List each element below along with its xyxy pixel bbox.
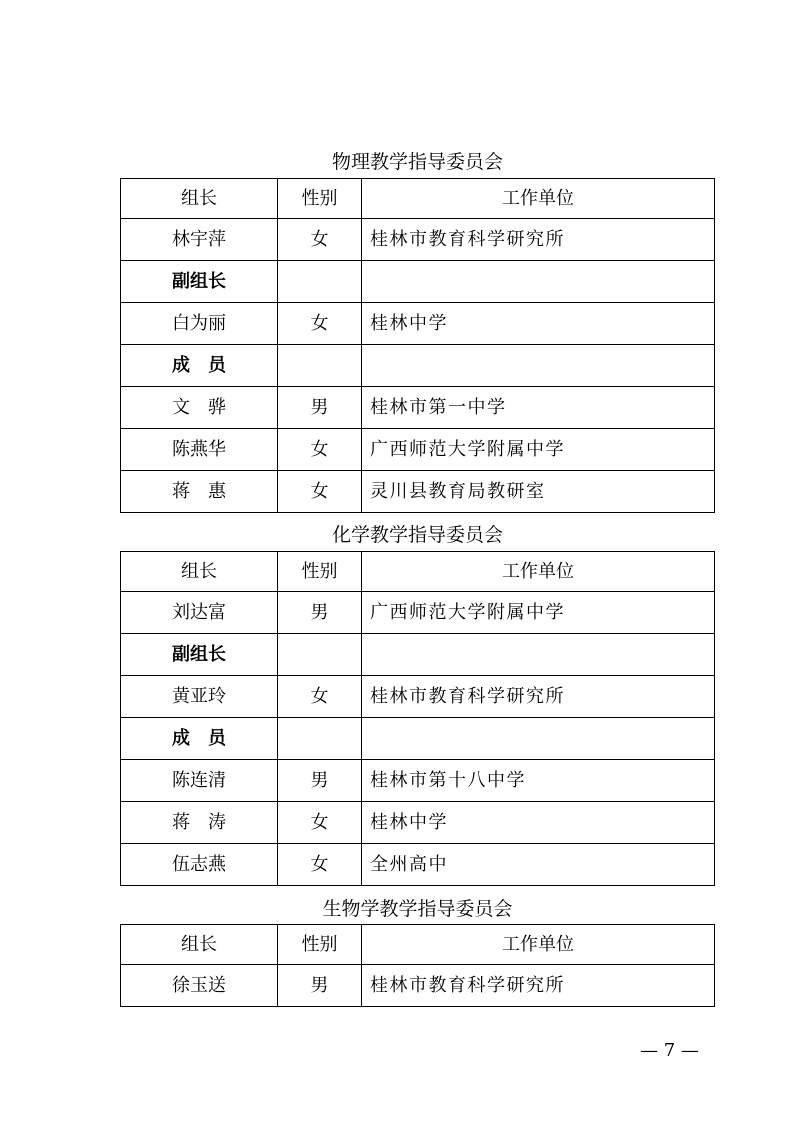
- role-row: [121, 345, 715, 387]
- person-name: 文 骅: [121, 387, 278, 429]
- person-gender: 女: [278, 802, 362, 844]
- vice-leader-label: 副组长: [121, 634, 278, 676]
- person-gender: 男: [278, 965, 362, 1007]
- header-unit: 工作单位: [362, 552, 715, 592]
- table-row: [121, 844, 715, 886]
- table-header-row: [121, 925, 715, 965]
- person-gender: 女: [278, 471, 362, 513]
- person-name: 陈燕华: [121, 429, 278, 471]
- person-gender: 男: [278, 760, 362, 802]
- members-label: 成 员: [121, 345, 278, 387]
- header-unit: 工作单位: [362, 925, 715, 965]
- person-unit: 广西师范大学附属中学: [362, 429, 715, 471]
- table-row: [121, 760, 715, 802]
- chemistry-section-title: 化学教学指导委员会: [331, 524, 503, 546]
- person-unit: 桂林市第一中学: [362, 387, 715, 429]
- person-name: 黄亚玲: [121, 676, 278, 718]
- person-gender: 女: [278, 429, 362, 471]
- person-unit: 桂林市教育科学研究所: [362, 676, 715, 718]
- biology-section-title: 生物学教学指导委员会: [322, 898, 513, 920]
- person-name: 陈连清: [121, 760, 278, 802]
- role-row: [121, 261, 715, 303]
- person-name: 蒋 惠: [121, 471, 278, 513]
- person-name: 徐玉送: [121, 965, 278, 1007]
- person-name: 白为丽: [121, 303, 278, 345]
- role-row: [121, 718, 715, 760]
- person-unit: 桂林中学: [362, 303, 715, 345]
- person-unit: 灵川县教育局教研室: [362, 471, 715, 513]
- table-header-row: [121, 179, 715, 219]
- header-gender: 性别: [278, 925, 362, 965]
- person-gender: 女: [278, 844, 362, 886]
- members-label: 成 员: [121, 718, 278, 760]
- table-row: [121, 802, 715, 844]
- person-name: 林宇萍: [121, 219, 278, 261]
- person-gender: 男: [278, 592, 362, 634]
- header-gender: 性别: [278, 552, 362, 592]
- person-unit: 全州高中: [362, 844, 715, 886]
- table-row: [121, 219, 715, 261]
- table-row: [121, 303, 715, 345]
- physics-committee-table: [120, 178, 715, 513]
- person-unit: 桂林市第十八中学: [362, 760, 715, 802]
- physics-section-title: 物理教学指导委员会: [331, 151, 503, 173]
- role-row: [121, 634, 715, 676]
- person-name: 蒋 涛: [121, 802, 278, 844]
- person-unit: 桂林市教育科学研究所: [362, 965, 715, 1007]
- person-unit: 桂林市教育科学研究所: [362, 219, 715, 261]
- person-unit: 广西师范大学附属中学: [362, 592, 715, 634]
- table-row: [121, 471, 715, 513]
- header-leader: 组长: [121, 925, 278, 965]
- table-row: [121, 592, 715, 634]
- header-leader: 组长: [121, 179, 278, 219]
- table-row: [121, 387, 715, 429]
- person-gender: 女: [278, 676, 362, 718]
- person-gender: 女: [278, 219, 362, 261]
- table-row: [121, 676, 715, 718]
- header-unit: 工作单位: [362, 179, 715, 219]
- person-name: 刘达富: [121, 592, 278, 634]
- vice-leader-label: 副组长: [121, 261, 278, 303]
- table-row: [121, 429, 715, 471]
- person-gender: 女: [278, 303, 362, 345]
- header-leader: 组长: [121, 552, 278, 592]
- page-number: — 7 —: [640, 1040, 699, 1061]
- person-unit: 桂林中学: [362, 802, 715, 844]
- header-gender: 性别: [278, 179, 362, 219]
- table-header-row: [121, 552, 715, 592]
- person-gender: 男: [278, 387, 362, 429]
- chemistry-committee-table: [120, 551, 715, 886]
- person-name: 伍志燕: [121, 844, 278, 886]
- biology-committee-table: [120, 924, 715, 1007]
- table-row: [121, 965, 715, 1007]
